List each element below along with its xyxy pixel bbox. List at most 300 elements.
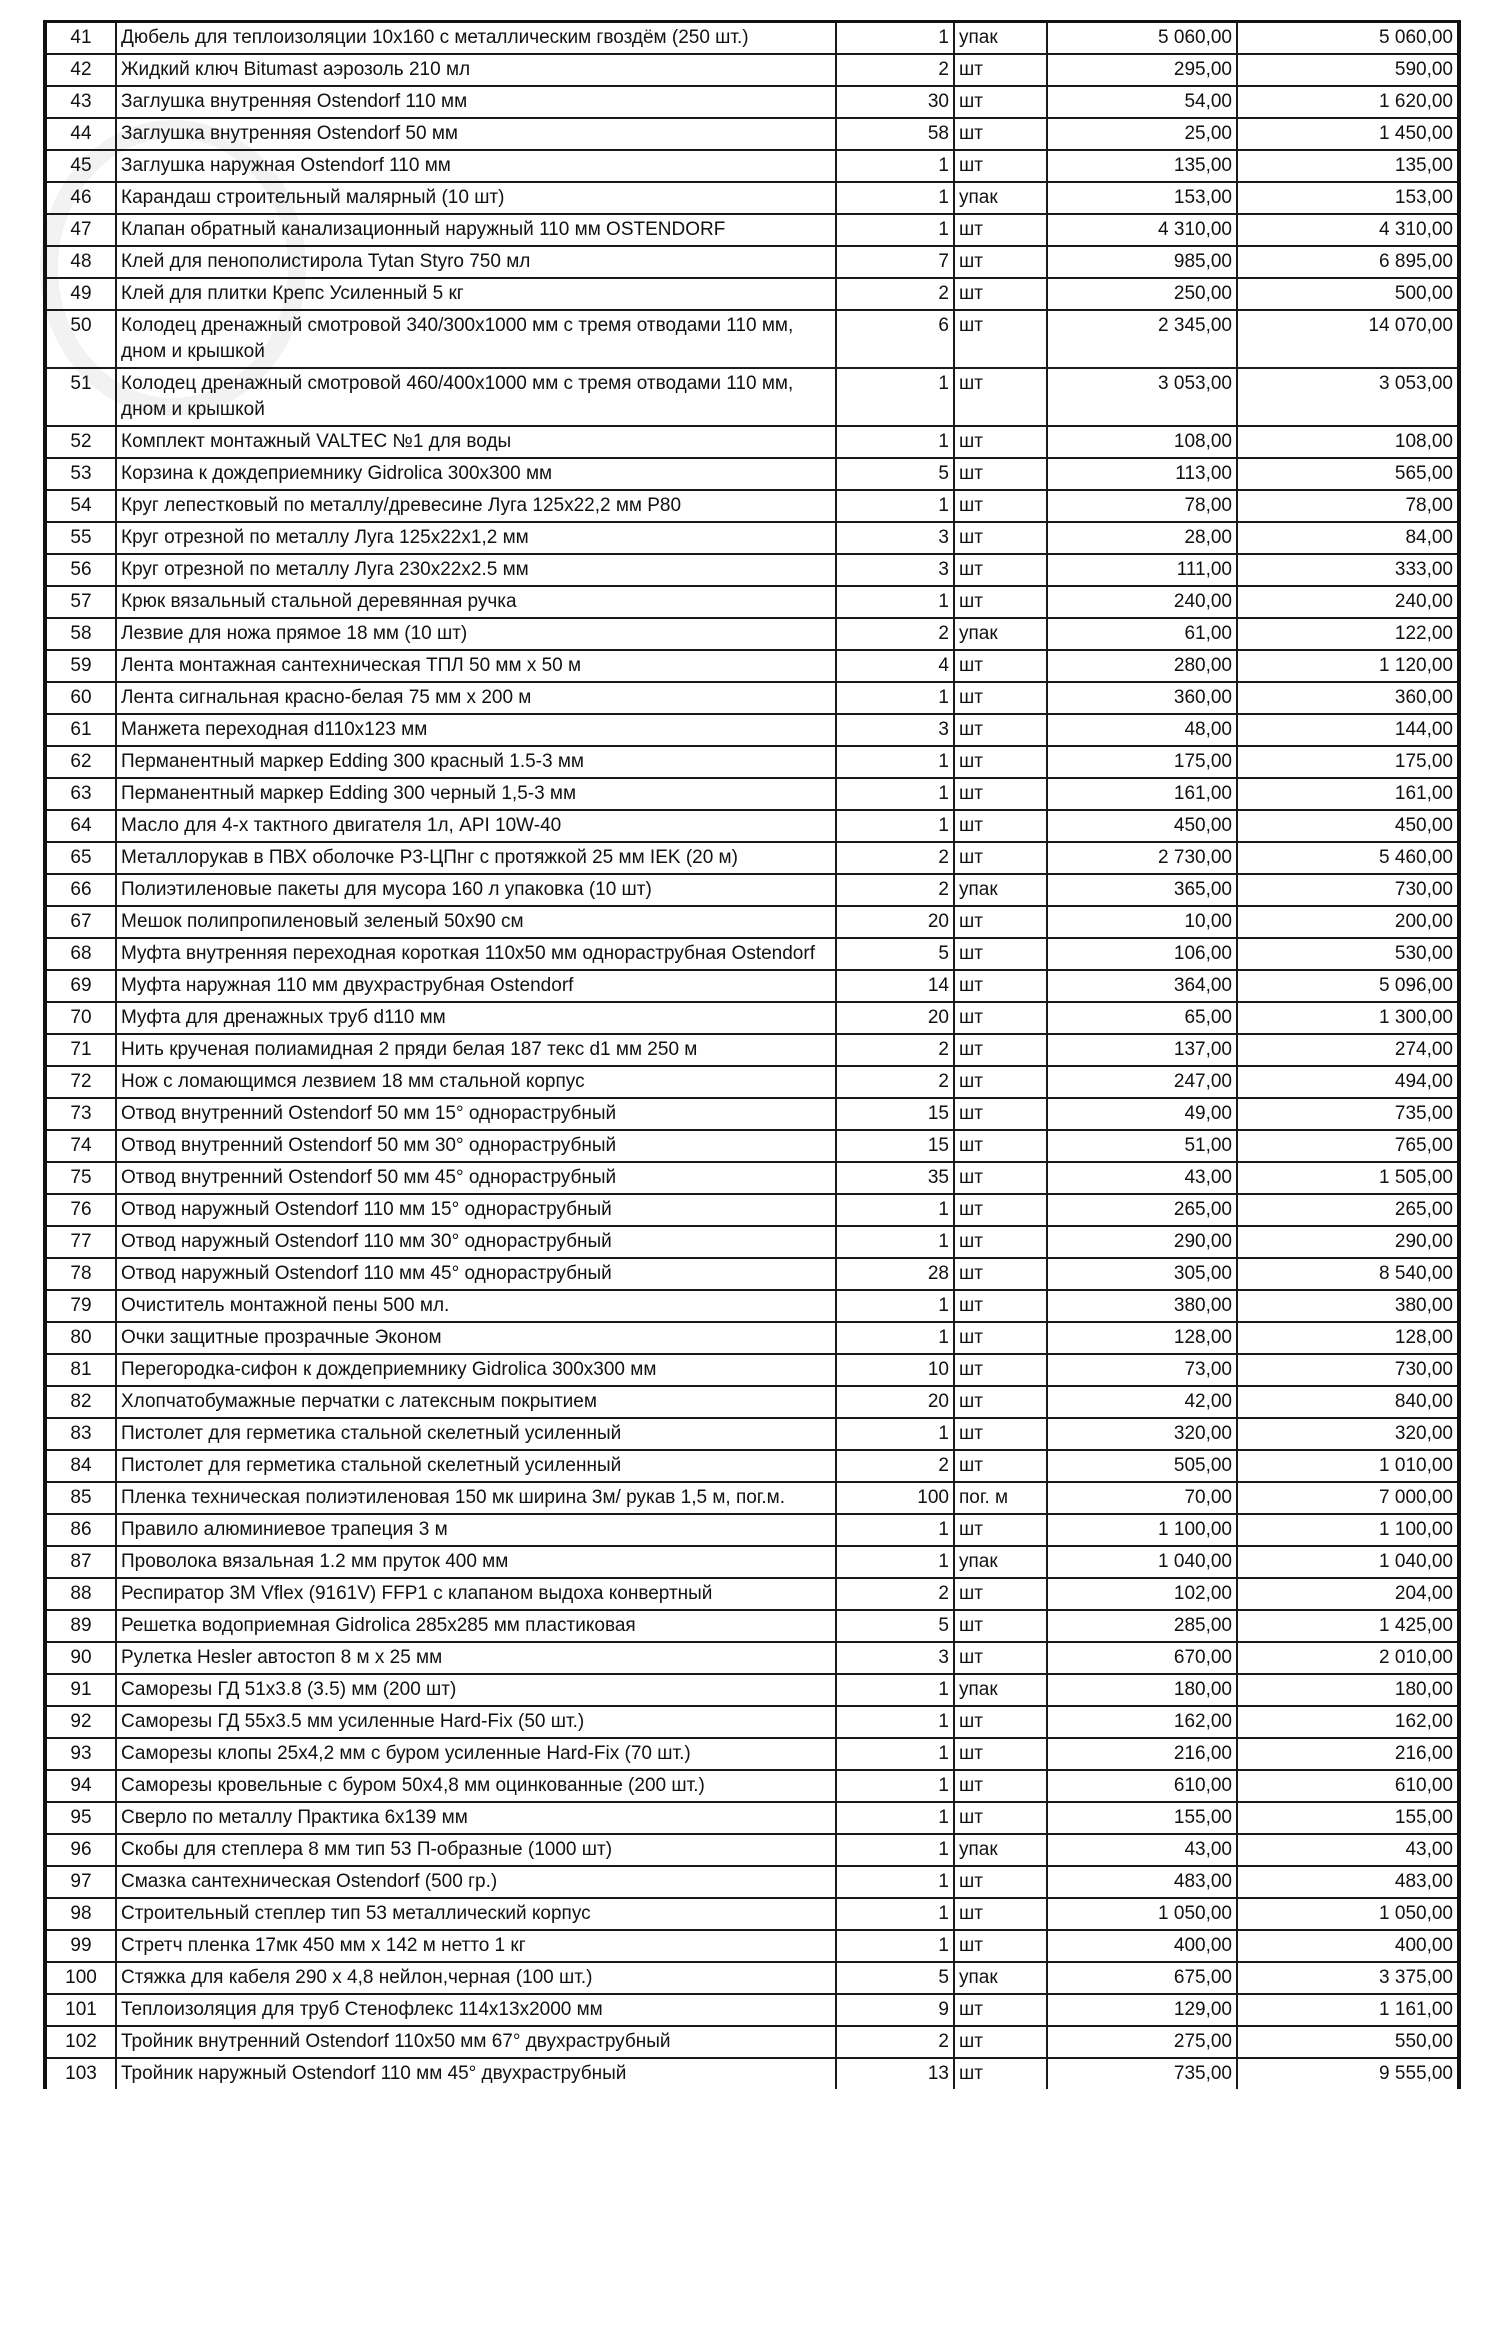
- table-row: [45, 1770, 1459, 1802]
- item-total: 3 375,00: [1237, 1962, 1459, 1994]
- row-number: 64: [45, 810, 116, 842]
- item-name: Перегородка-сифон к дождеприемнику Gidrolica 300х300 мм: [116, 1354, 836, 1386]
- item-total: 108,00: [1237, 426, 1459, 458]
- item-total: 84,00: [1237, 522, 1459, 554]
- table-row: [45, 214, 1459, 246]
- item-price: 48,00: [1047, 714, 1237, 746]
- item-name: Мешок полипропиленовый зеленый 50х90 см: [116, 906, 836, 938]
- item-unit: шт: [954, 1898, 1047, 1930]
- row-number: 80: [45, 1322, 116, 1354]
- item-unit: упак: [954, 618, 1047, 650]
- item-quantity: 1: [836, 746, 954, 778]
- item-name: Корзина к дождеприемнику Gidrolica 300х300 мм: [116, 458, 836, 490]
- item-name: Пистолет для герметика стальной скелетный усиленный: [116, 1450, 836, 1482]
- item-name: Отвод наружный Ostendorf 110 мм 30° однораструбный: [116, 1226, 836, 1258]
- row-number: 103: [45, 2058, 116, 2089]
- table-row: [45, 1994, 1459, 2026]
- item-price: 280,00: [1047, 650, 1237, 682]
- item-price: 51,00: [1047, 1130, 1237, 1162]
- item-total: 840,00: [1237, 1386, 1459, 1418]
- row-number: 99: [45, 1930, 116, 1962]
- item-price: 1 100,00: [1047, 1514, 1237, 1546]
- row-number: 63: [45, 778, 116, 810]
- item-total: 290,00: [1237, 1226, 1459, 1258]
- item-unit: шт: [954, 1258, 1047, 1290]
- item-price: 247,00: [1047, 1066, 1237, 1098]
- item-name: Заглушка наружная Ostendorf 110 мм: [116, 150, 836, 182]
- item-unit: упак: [954, 1546, 1047, 1578]
- row-number: 88: [45, 1578, 116, 1610]
- item-name: Очиститель монтажной пены 500 мл.: [116, 1290, 836, 1322]
- table-row: [45, 1642, 1459, 1674]
- item-price: 216,00: [1047, 1738, 1237, 1770]
- row-number: 41: [45, 22, 116, 55]
- table-row: [45, 1066, 1459, 1098]
- item-price: 610,00: [1047, 1770, 1237, 1802]
- item-price: 483,00: [1047, 1866, 1237, 1898]
- item-name: Клей для пенополистирола Tytan Styro 750 мл: [116, 246, 836, 278]
- item-price: 735,00: [1047, 2058, 1237, 2089]
- item-quantity: 2: [836, 278, 954, 310]
- item-name: Очки защитные прозрачные Эконом: [116, 1322, 836, 1354]
- item-price: 106,00: [1047, 938, 1237, 970]
- item-total: 5 460,00: [1237, 842, 1459, 874]
- item-quantity: 1: [836, 1866, 954, 1898]
- item-quantity: 1: [836, 1418, 954, 1450]
- item-quantity: 1: [836, 1546, 954, 1578]
- item-name: Круг лепестковый по металлу/древесине Луга 125х22,2 мм Р80: [116, 490, 836, 522]
- row-number: 48: [45, 246, 116, 278]
- item-quantity: 1: [836, 1674, 954, 1706]
- item-total: 135,00: [1237, 150, 1459, 182]
- item-unit: шт: [954, 970, 1047, 1002]
- row-number: 67: [45, 906, 116, 938]
- item-total: 530,00: [1237, 938, 1459, 970]
- row-number: 79: [45, 1290, 116, 1322]
- table-row: [45, 1450, 1459, 1482]
- item-quantity: 1: [836, 1290, 954, 1322]
- row-number: 55: [45, 522, 116, 554]
- item-price: 5 060,00: [1047, 22, 1237, 55]
- item-quantity: 1: [836, 682, 954, 714]
- item-total: 1 050,00: [1237, 1898, 1459, 1930]
- item-name: Муфта внутренняя переходная короткая 110х50 мм однораструбная Ostendorf: [116, 938, 836, 970]
- item-quantity: 1: [836, 1898, 954, 1930]
- item-total: 730,00: [1237, 1354, 1459, 1386]
- row-number: 71: [45, 1034, 116, 1066]
- item-name: Металлорукав в ПВХ оболочке Р3-ЦПнг с протяжкой 25 мм IEK (20 м): [116, 842, 836, 874]
- item-unit: шт: [954, 458, 1047, 490]
- item-price: 3 053,00: [1047, 368, 1237, 426]
- item-quantity: 1: [836, 1226, 954, 1258]
- item-total: 494,00: [1237, 1066, 1459, 1098]
- table-row: [45, 1162, 1459, 1194]
- item-quantity: 1: [836, 214, 954, 246]
- item-quantity: 2: [836, 618, 954, 650]
- item-total: 1 300,00: [1237, 1002, 1459, 1034]
- item-quantity: 2: [836, 1034, 954, 1066]
- table-row: [45, 938, 1459, 970]
- table-row: [45, 1706, 1459, 1738]
- item-unit: шт: [954, 1130, 1047, 1162]
- item-price: 128,00: [1047, 1322, 1237, 1354]
- item-quantity: 3: [836, 522, 954, 554]
- row-number: 61: [45, 714, 116, 746]
- row-number: 49: [45, 278, 116, 310]
- item-unit: шт: [954, 586, 1047, 618]
- item-total: 400,00: [1237, 1930, 1459, 1962]
- item-name: Правило алюминиевое трапеция 3 м: [116, 1514, 836, 1546]
- item-total: 360,00: [1237, 682, 1459, 714]
- item-price: 275,00: [1047, 2026, 1237, 2058]
- row-number: 96: [45, 1834, 116, 1866]
- row-number: 84: [45, 1450, 116, 1482]
- item-quantity: 3: [836, 714, 954, 746]
- row-number: 60: [45, 682, 116, 714]
- item-name: Круг отрезной по металлу Луга 125х22х1,2 мм: [116, 522, 836, 554]
- item-total: 483,00: [1237, 1866, 1459, 1898]
- item-unit: шт: [954, 368, 1047, 426]
- item-price: 73,00: [1047, 1354, 1237, 1386]
- item-name: Отвод наружный Ostendorf 110 мм 15° однораструбный: [116, 1194, 836, 1226]
- table-row: [45, 2026, 1459, 2058]
- item-unit: шт: [954, 1994, 1047, 2026]
- item-quantity: 1: [836, 150, 954, 182]
- table-row: [45, 714, 1459, 746]
- table-row: [45, 1674, 1459, 1706]
- item-total: 6 895,00: [1237, 246, 1459, 278]
- item-price: 675,00: [1047, 1962, 1237, 1994]
- items-table: [43, 20, 1461, 2089]
- item-unit: шт: [954, 714, 1047, 746]
- item-price: 1 040,00: [1047, 1546, 1237, 1578]
- row-number: 82: [45, 1386, 116, 1418]
- item-unit: шт: [954, 1578, 1047, 1610]
- item-name: Колодец дренажный смотровой 340/300х1000 мм с тремя отводами 110 мм, дном и крышкой: [116, 310, 836, 368]
- item-unit: шт: [954, 1098, 1047, 1130]
- table-row: [45, 1418, 1459, 1450]
- item-total: 8 540,00: [1237, 1258, 1459, 1290]
- item-unit: шт: [954, 810, 1047, 842]
- item-price: 250,00: [1047, 278, 1237, 310]
- item-quantity: 3: [836, 554, 954, 586]
- item-quantity: 1: [836, 586, 954, 618]
- item-total: 5 060,00: [1237, 22, 1459, 55]
- item-quantity: 2: [836, 2026, 954, 2058]
- item-name: Саморезы клопы 25х4,2 мм с буром усиленные Hard-Fix (70 шт.): [116, 1738, 836, 1770]
- item-price: 320,00: [1047, 1418, 1237, 1450]
- item-name: Муфта для дренажных труб d110 мм: [116, 1002, 836, 1034]
- table-row: [45, 490, 1459, 522]
- row-number: 86: [45, 1514, 116, 1546]
- row-number: 51: [45, 368, 116, 426]
- item-unit: шт: [954, 118, 1047, 150]
- item-quantity: 2: [836, 874, 954, 906]
- item-name: Хлопчатобумажные перчатки с латексным покрытием: [116, 1386, 836, 1418]
- table-row: [45, 458, 1459, 490]
- item-name: Клапан обратный канализационный наружный 110 мм OSTENDORF: [116, 214, 836, 246]
- item-name: Карандаш строительный малярный (10 шт): [116, 182, 836, 214]
- item-price: 108,00: [1047, 426, 1237, 458]
- item-quantity: 20: [836, 1386, 954, 1418]
- row-number: 43: [45, 86, 116, 118]
- table-row: [45, 618, 1459, 650]
- item-total: 175,00: [1237, 746, 1459, 778]
- item-quantity: 7: [836, 246, 954, 278]
- item-unit: упак: [954, 1834, 1047, 1866]
- row-number: 47: [45, 214, 116, 246]
- row-number: 70: [45, 1002, 116, 1034]
- item-unit: шт: [954, 906, 1047, 938]
- item-unit: шт: [954, 54, 1047, 86]
- row-number: 46: [45, 182, 116, 214]
- item-price: 365,00: [1047, 874, 1237, 906]
- item-name: Отвод наружный Ostendorf 110 мм 45° однораструбный: [116, 1258, 836, 1290]
- row-number: 73: [45, 1098, 116, 1130]
- row-number: 89: [45, 1610, 116, 1642]
- table-row: [45, 1738, 1459, 1770]
- row-number: 90: [45, 1642, 116, 1674]
- item-quantity: 1: [836, 490, 954, 522]
- item-name: Строительный степлер тип 53 металлический корпус: [116, 1898, 836, 1930]
- item-unit: шт: [954, 426, 1047, 458]
- table-row: [45, 426, 1459, 458]
- item-unit: упак: [954, 182, 1047, 214]
- item-price: 162,00: [1047, 1706, 1237, 1738]
- item-price: 295,00: [1047, 54, 1237, 86]
- item-price: 65,00: [1047, 1002, 1237, 1034]
- item-total: 320,00: [1237, 1418, 1459, 1450]
- item-unit: шт: [954, 1066, 1047, 1098]
- item-quantity: 3: [836, 1642, 954, 1674]
- item-price: 137,00: [1047, 1034, 1237, 1066]
- item-total: 14 070,00: [1237, 310, 1459, 368]
- item-unit: шт: [954, 2058, 1047, 2089]
- item-name: Скобы для степлера 8 мм тип 53 П-образные (1000 шт): [116, 1834, 836, 1866]
- item-unit: шт: [954, 1930, 1047, 1962]
- item-name: Заглушка внутренняя Ostendorf 110 мм: [116, 86, 836, 118]
- table-row: [45, 1034, 1459, 1066]
- item-unit: шт: [954, 1706, 1047, 1738]
- item-total: 43,00: [1237, 1834, 1459, 1866]
- item-unit: шт: [954, 1418, 1047, 1450]
- item-total: 765,00: [1237, 1130, 1459, 1162]
- table-row: [45, 1322, 1459, 1354]
- item-quantity: 2: [836, 1578, 954, 1610]
- row-number: 72: [45, 1066, 116, 1098]
- table-row: [45, 682, 1459, 714]
- item-unit: шт: [954, 842, 1047, 874]
- item-quantity: 100: [836, 1482, 954, 1514]
- item-price: 135,00: [1047, 150, 1237, 182]
- item-unit: шт: [954, 522, 1047, 554]
- item-price: 129,00: [1047, 1994, 1237, 2026]
- item-price: 54,00: [1047, 86, 1237, 118]
- row-number: 100: [45, 1962, 116, 1994]
- item-price: 290,00: [1047, 1226, 1237, 1258]
- table-row: [45, 1930, 1459, 1962]
- table-row: [45, 310, 1459, 368]
- item-total: 2 010,00: [1237, 1642, 1459, 1674]
- row-number: 56: [45, 554, 116, 586]
- item-price: 380,00: [1047, 1290, 1237, 1322]
- item-unit: упак: [954, 22, 1047, 55]
- item-total: 216,00: [1237, 1738, 1459, 1770]
- item-unit: шт: [954, 1290, 1047, 1322]
- item-total: 1 505,00: [1237, 1162, 1459, 1194]
- item-price: 42,00: [1047, 1386, 1237, 1418]
- row-number: 42: [45, 54, 116, 86]
- item-price: 49,00: [1047, 1098, 1237, 1130]
- row-number: 98: [45, 1898, 116, 1930]
- item-name: Респиратор 3M Vflex (9161V) FFP1 с клапаном выдоха конвертный: [116, 1578, 836, 1610]
- table-row: [45, 2058, 1459, 2089]
- item-name: Нить крученая полиамидная 2 пряди белая 187 текс d1 мм 250 м: [116, 1034, 836, 1066]
- item-quantity: 20: [836, 906, 954, 938]
- table-row: [45, 1194, 1459, 1226]
- table-row: [45, 1482, 1459, 1514]
- item-total: 735,00: [1237, 1098, 1459, 1130]
- item-price: 2 345,00: [1047, 310, 1237, 368]
- item-price: 400,00: [1047, 1930, 1237, 1962]
- item-unit: шт: [954, 150, 1047, 182]
- item-unit: шт: [954, 1002, 1047, 1034]
- item-total: 565,00: [1237, 458, 1459, 490]
- row-number: 85: [45, 1482, 116, 1514]
- item-unit: пог. м: [954, 1482, 1047, 1514]
- item-total: 1 040,00: [1237, 1546, 1459, 1578]
- items-table-body: [45, 22, 1459, 2090]
- table-row: [45, 554, 1459, 586]
- item-name: Нож с ломающимся лезвием 18 мм стальной корпус: [116, 1066, 836, 1098]
- item-name: Полиэтиленовые пакеты для мусора 160 л упаковка (10 шт): [116, 874, 836, 906]
- row-number: 50: [45, 310, 116, 368]
- table-row: [45, 650, 1459, 682]
- item-unit: шт: [954, 1450, 1047, 1482]
- table-row: [45, 1834, 1459, 1866]
- table-row: [45, 368, 1459, 426]
- item-quantity: 1: [836, 1706, 954, 1738]
- item-total: 730,00: [1237, 874, 1459, 906]
- table-row: [45, 1610, 1459, 1642]
- item-total: 144,00: [1237, 714, 1459, 746]
- item-name: Лента монтажная сантехническая ТПЛ 50 мм х 50 м: [116, 650, 836, 682]
- item-total: 1 620,00: [1237, 86, 1459, 118]
- item-quantity: 13: [836, 2058, 954, 2089]
- item-total: 450,00: [1237, 810, 1459, 842]
- row-number: 57: [45, 586, 116, 618]
- item-price: 670,00: [1047, 1642, 1237, 1674]
- table-row: [45, 1578, 1459, 1610]
- table-row: [45, 778, 1459, 810]
- table-row: [45, 1290, 1459, 1322]
- item-price: 305,00: [1047, 1258, 1237, 1290]
- row-number: 59: [45, 650, 116, 682]
- item-total: 161,00: [1237, 778, 1459, 810]
- item-unit: шт: [954, 246, 1047, 278]
- item-name: Круг отрезной по металлу Луга 230х22х2.5 мм: [116, 554, 836, 586]
- item-total: 180,00: [1237, 1674, 1459, 1706]
- item-unit: шт: [954, 1770, 1047, 1802]
- item-unit: упак: [954, 874, 1047, 906]
- row-number: 81: [45, 1354, 116, 1386]
- item-price: 285,00: [1047, 1610, 1237, 1642]
- item-price: 450,00: [1047, 810, 1237, 842]
- row-number: 58: [45, 618, 116, 650]
- item-price: 265,00: [1047, 1194, 1237, 1226]
- item-total: 380,00: [1237, 1290, 1459, 1322]
- item-total: 1 161,00: [1237, 1994, 1459, 2026]
- item-total: 240,00: [1237, 586, 1459, 618]
- table-row: [45, 1226, 1459, 1258]
- item-price: 102,00: [1047, 1578, 1237, 1610]
- row-number: 77: [45, 1226, 116, 1258]
- item-price: 28,00: [1047, 522, 1237, 554]
- item-total: 128,00: [1237, 1322, 1459, 1354]
- item-quantity: 2: [836, 1450, 954, 1482]
- table-row: [45, 1354, 1459, 1386]
- item-unit: шт: [954, 682, 1047, 714]
- item-price: 4 310,00: [1047, 214, 1237, 246]
- item-unit: шт: [954, 310, 1047, 368]
- row-number: 87: [45, 1546, 116, 1578]
- item-quantity: 1: [836, 778, 954, 810]
- item-total: 590,00: [1237, 54, 1459, 86]
- item-price: 161,00: [1047, 778, 1237, 810]
- table-row: [45, 906, 1459, 938]
- item-total: 162,00: [1237, 1706, 1459, 1738]
- item-unit: шт: [954, 1514, 1047, 1546]
- table-row: [45, 1098, 1459, 1130]
- item-name: Клей для плитки Крепс Усиленный 5 кг: [116, 278, 836, 310]
- item-price: 240,00: [1047, 586, 1237, 618]
- item-quantity: 1: [836, 810, 954, 842]
- item-quantity: 1: [836, 1322, 954, 1354]
- item-total: 7 000,00: [1237, 1482, 1459, 1514]
- row-number: 44: [45, 118, 116, 150]
- item-name: Комплект монтажный VALTEC №1 для воды: [116, 426, 836, 458]
- table-row: [45, 1386, 1459, 1418]
- item-price: 364,00: [1047, 970, 1237, 1002]
- item-unit: шт: [954, 214, 1047, 246]
- row-number: 92: [45, 1706, 116, 1738]
- item-price: 10,00: [1047, 906, 1237, 938]
- item-quantity: 1: [836, 1930, 954, 1962]
- item-name: Пленка техническая полиэтиленовая 150 мк ширина 3м/ рукав 1,5 м, пог.м.: [116, 1482, 836, 1514]
- item-price: 25,00: [1047, 118, 1237, 150]
- item-quantity: 1: [836, 1834, 954, 1866]
- item-name: Лента сигнальная красно-белая 75 мм х 200 м: [116, 682, 836, 714]
- item-total: 550,00: [1237, 2026, 1459, 2058]
- row-number: 69: [45, 970, 116, 1002]
- item-price: 985,00: [1047, 246, 1237, 278]
- item-name: Проволока вязальная 1.2 мм пруток 400 мм: [116, 1546, 836, 1578]
- item-total: 1 120,00: [1237, 650, 1459, 682]
- item-price: 61,00: [1047, 618, 1237, 650]
- item-total: 1 450,00: [1237, 118, 1459, 150]
- row-number: 91: [45, 1674, 116, 1706]
- item-quantity: 9: [836, 1994, 954, 2026]
- item-quantity: 1: [836, 1738, 954, 1770]
- row-number: 66: [45, 874, 116, 906]
- item-total: 333,00: [1237, 554, 1459, 586]
- item-name: Колодец дренажный смотровой 460/400х1000 мм с тремя отводами 110 мм, дном и крышкой: [116, 368, 836, 426]
- item-total: 78,00: [1237, 490, 1459, 522]
- row-number: 102: [45, 2026, 116, 2058]
- item-unit: шт: [954, 1226, 1047, 1258]
- row-number: 75: [45, 1162, 116, 1194]
- item-name: Отвод внутренний Ostendorf 50 мм 15° однораструбный: [116, 1098, 836, 1130]
